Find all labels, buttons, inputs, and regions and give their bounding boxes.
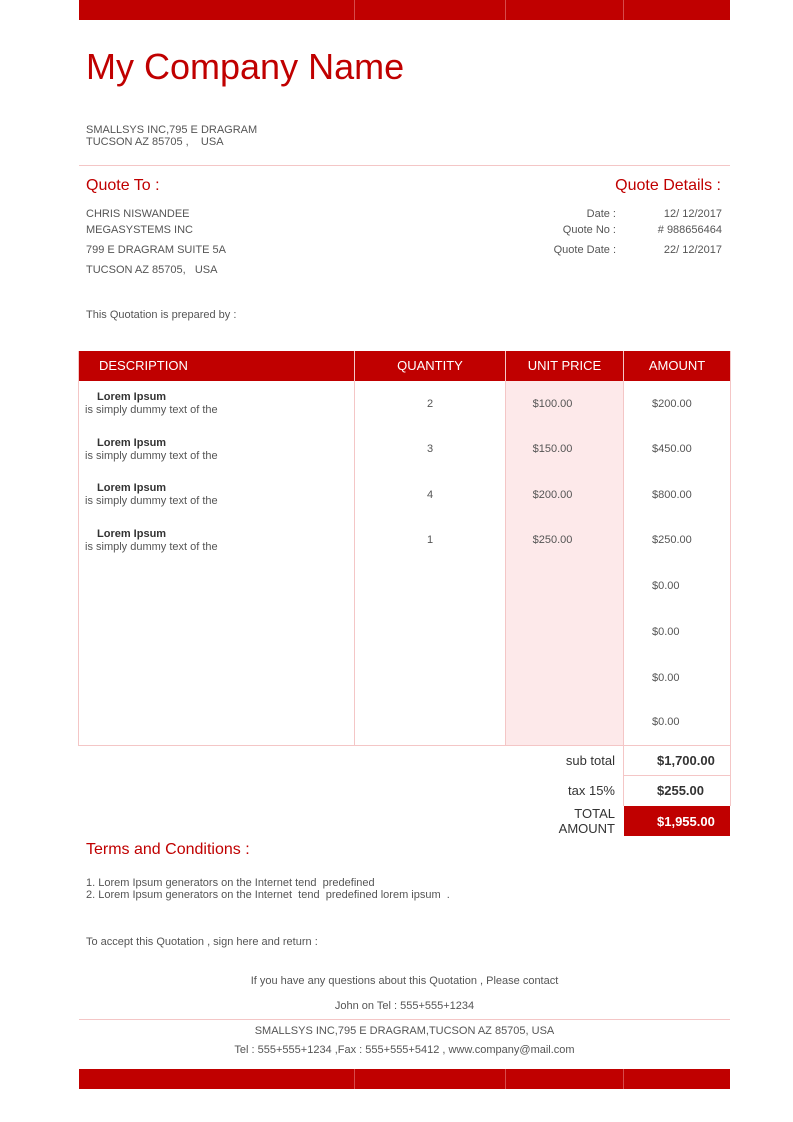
header-unit-price: UNIT PRICE xyxy=(506,351,623,381)
company-name: My Company Name xyxy=(86,46,405,87)
empty-amount: $0.00 xyxy=(652,580,680,592)
footer-address: SMALLSYS INC,795 E DRAGRAM,TUCSON AZ 85705, USA xyxy=(254,1025,555,1037)
header-divider xyxy=(79,165,730,166)
item-desc: is simply dummy text of the xyxy=(85,541,218,553)
prepared-by: This Quotation is prepared by : xyxy=(86,309,237,321)
item-unit-price: $250.00 xyxy=(532,534,573,546)
contact-question: If you have any questions about this Quotation , Please contact xyxy=(250,975,559,987)
item-qty: 4 xyxy=(426,489,434,501)
company-address-line2: TUCSON AZ 85705 , USA xyxy=(86,136,224,148)
item-qty: 3 xyxy=(426,443,434,455)
total-value: $1,955.00 xyxy=(657,814,715,829)
quote-date-label: Quote Date : xyxy=(553,244,616,256)
empty-amount: $0.00 xyxy=(652,626,680,638)
quote-details-title: Quote Details : xyxy=(615,177,721,194)
unit-price-column-shade xyxy=(506,381,623,745)
quote-date-value: 22/ 12/2017 xyxy=(663,244,722,256)
quote-no-label: Quote No : xyxy=(562,224,616,236)
item-desc: is simply dummy text of the xyxy=(85,450,218,462)
subtotal-label: sub total xyxy=(565,753,615,768)
client-company: MEGASYSTEMS INC xyxy=(86,224,193,236)
accept-instructions: To accept this Quotation , sign here and return : xyxy=(86,936,318,948)
footer-divider xyxy=(79,1019,730,1020)
tax-label: tax 15% xyxy=(568,783,615,798)
item-desc: is simply dummy text of the xyxy=(85,495,218,507)
terms-line-2: 2. Lorem Ipsum generators on the Internet tend predefined lorem ipsum . xyxy=(86,889,450,901)
bottom-decorative-bar xyxy=(79,1069,730,1089)
date-label: Date : xyxy=(586,208,616,220)
footer-contact: Tel : 555+555+1234 ,Fax : 555+555+5412 , www.company@mail.com xyxy=(234,1044,575,1056)
item-unit-price: $150.00 xyxy=(532,443,573,455)
item-amount: $250.00 xyxy=(652,534,692,546)
client-street: 799 E DRAGRAM SUITE 5A xyxy=(86,244,226,256)
item-unit-price: $100.00 xyxy=(532,398,573,410)
tax-value: $255.00 xyxy=(657,783,704,798)
item-desc: is simply dummy text of the xyxy=(85,404,218,416)
quote-no-value: # 988656464 xyxy=(657,224,722,236)
item-unit-price: $200.00 xyxy=(532,489,573,501)
item-qty: 2 xyxy=(426,398,434,410)
item-name: Lorem Ipsum xyxy=(97,482,167,494)
client-name: CHRIS NISWANDEE xyxy=(86,208,190,220)
item-qty: 1 xyxy=(426,534,434,546)
top-decorative-bar xyxy=(79,0,730,20)
item-amount: $450.00 xyxy=(652,443,692,455)
item-amount: $200.00 xyxy=(652,398,692,410)
empty-amount: $0.00 xyxy=(652,716,680,728)
date-value: 12/ 12/2017 xyxy=(663,208,722,220)
item-amount: $800.00 xyxy=(652,489,692,501)
terms-title: Terms and Conditions : xyxy=(86,841,250,858)
contact-person: John on Tel : 555+555+1234 xyxy=(334,1000,475,1012)
total-label-line2: AMOUNT xyxy=(558,821,615,836)
client-city: TUCSON AZ 85705, USA xyxy=(86,264,218,276)
quote-to-title: Quote To : xyxy=(86,177,160,194)
company-address-line1: SMALLSYS INC,795 E DRAGRAM xyxy=(86,124,258,136)
item-name: Lorem Ipsum xyxy=(97,391,167,403)
table-bottom-border xyxy=(78,745,731,746)
header-amount: AMOUNT xyxy=(624,351,730,381)
header-description: DESCRIPTION xyxy=(79,351,354,381)
item-name: Lorem Ipsum xyxy=(97,437,167,449)
item-name: Lorem Ipsum xyxy=(97,528,167,540)
total-label-line1: TOTAL xyxy=(574,806,615,821)
header-quantity: QUANTITY xyxy=(355,351,505,381)
terms-line-1: 1. Lorem Ipsum generators on the Internet tend predefined xyxy=(86,877,375,889)
empty-amount: $0.00 xyxy=(652,672,680,684)
subtotal-value: $1,700.00 xyxy=(657,753,715,768)
